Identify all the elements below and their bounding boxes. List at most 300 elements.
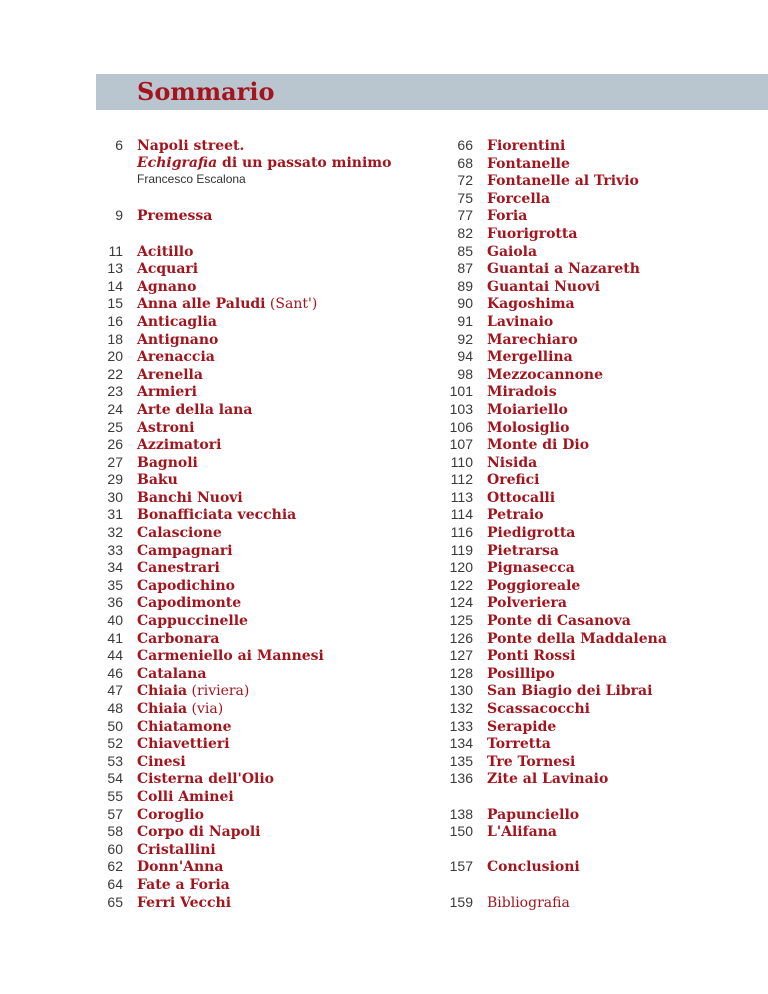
toc-entry[interactable] [426, 454, 756, 472]
page-number: 60 [107, 840, 123, 857]
page-number: 130 [449, 682, 473, 699]
entry-title [487, 771, 608, 787]
entry-title [487, 173, 639, 189]
entry-title [487, 701, 590, 717]
page-number: 126 [449, 629, 473, 646]
page-number: 44 [107, 647, 123, 664]
entry-title-text: Ottocalli [487, 489, 556, 506]
toc-entry[interactable] [76, 383, 406, 401]
toc-entry[interactable] [426, 718, 756, 736]
page-number: 103 [449, 400, 473, 417]
entry-title-text: Ponte di Casanova [487, 613, 631, 630]
entry-title [137, 789, 234, 805]
page-number: 30 [107, 488, 123, 505]
toc-left-list [76, 243, 406, 912]
toc-entry[interactable] [426, 594, 756, 612]
page-number: 82 [457, 224, 473, 241]
page-number: 159 [449, 893, 473, 910]
entry-title [487, 578, 580, 594]
page-number: 11 [108, 242, 123, 259]
toc-entry[interactable] [76, 665, 406, 683]
entry-title [137, 666, 206, 682]
page-number: 58 [107, 823, 123, 840]
toc-entry[interactable] [76, 559, 406, 577]
entry-title-text: Ferri Vecchi [137, 894, 232, 911]
entry-title [137, 578, 235, 594]
toc-entry[interactable] [426, 331, 756, 349]
page-number: 92 [457, 330, 473, 347]
entry-title [487, 226, 577, 242]
toc-entry[interactable] [426, 348, 756, 366]
toc-entry[interactable] [426, 383, 756, 401]
toc-entry-subtitle[interactable] [76, 155, 406, 173]
page-number: 128 [449, 664, 473, 681]
entry-title [137, 402, 252, 418]
entry-title-text: Gaiola [487, 243, 538, 260]
toc-entry[interactable] [426, 806, 756, 824]
entry-title [487, 525, 575, 541]
entry-title [487, 332, 578, 348]
page-number: 85 [457, 242, 473, 259]
entry-title-text: Coroglio [137, 806, 204, 823]
toc-entry[interactable] [76, 858, 406, 876]
entry-title [137, 736, 230, 752]
toc-entry[interactable] [76, 700, 406, 718]
page-number: 31 [107, 506, 123, 523]
entry-title-text: Arenaccia [137, 349, 215, 366]
entry-title [137, 261, 198, 277]
page-number: 41 [107, 629, 123, 646]
entry-title: Bibliografia [487, 894, 570, 911]
entry-title [487, 666, 555, 682]
toc-entry[interactable] [76, 366, 406, 384]
entry-title-text: Chiaia [137, 683, 188, 700]
toc-entry[interactable] [426, 823, 756, 841]
toc-entry[interactable] [426, 313, 756, 331]
entry-title [137, 895, 231, 911]
page-number: 110 [450, 453, 473, 470]
toc-entry[interactable] [426, 190, 756, 208]
entry-title [487, 824, 557, 840]
page-number: 138 [449, 805, 473, 822]
toc-entry[interactable] [76, 489, 406, 507]
entry-title [137, 384, 197, 400]
entry-title-text: Fuorigrotta [487, 225, 578, 242]
page-number: 90 [457, 295, 473, 312]
entry-title-text: Piedigrotta [487, 525, 576, 542]
entry-subtitle-rest: di un passato minimo [217, 154, 392, 171]
entry-title-text: Serapide [487, 718, 557, 735]
entry-title-text: Mezzocannone [487, 366, 604, 383]
entry-title [137, 683, 249, 699]
toc-entry[interactable] [426, 207, 756, 225]
toc-entry[interactable] [426, 155, 756, 173]
entry-title-text: Poggioreale [487, 577, 581, 594]
page-number: 9 [115, 207, 123, 224]
entry-title-text: Posillipo [487, 665, 555, 682]
entry-title [137, 648, 324, 664]
entry-title-text: Chiavettieri [137, 736, 230, 753]
page-number: 48 [107, 700, 123, 716]
entry-title [487, 455, 537, 471]
entry-title [487, 613, 631, 629]
entry-title-text: Molosiglio [487, 419, 570, 436]
entry-title: Premessa [137, 208, 213, 225]
toc-entry[interactable] [426, 436, 756, 454]
entry-title [487, 736, 551, 752]
page-number: 6 [115, 137, 123, 153]
entry-subtitle-italic: Echigrafia [137, 154, 218, 171]
entry-title-text: Foria [487, 208, 528, 225]
toc-entry[interactable] [76, 612, 406, 630]
page-number: 135 [449, 752, 473, 769]
entry-title-text: Mergellina [487, 349, 573, 366]
toc-entry[interactable] [426, 753, 756, 771]
page-number: 124 [449, 594, 473, 611]
entry-title [487, 754, 575, 770]
entry-title [487, 349, 573, 365]
page-number: 91 [457, 312, 473, 329]
toc-entry[interactable] [76, 682, 406, 700]
entry-title [487, 595, 567, 611]
page-number: 122 [449, 576, 473, 593]
entry-title-text: Canestrari [137, 560, 220, 577]
entry-title-text: Armieri [137, 384, 197, 401]
entry-title-text: Ponte della Maddalena [487, 630, 667, 647]
entry-title-text: Ponti Rossi [487, 648, 576, 665]
entry-title [487, 384, 557, 400]
page-number: 150 [449, 823, 473, 840]
entry-title-text: Papunciello [487, 806, 580, 823]
entry-title [487, 314, 553, 330]
entry-title [487, 490, 555, 506]
entry-subtitle [137, 155, 391, 171]
page-number: 24 [107, 400, 123, 417]
page-number: 25 [107, 418, 123, 435]
toc-entry[interactable] [426, 471, 756, 489]
page-number: 35 [107, 576, 123, 593]
toc-entry[interactable] [76, 577, 406, 595]
toc-entry[interactable] [76, 506, 406, 524]
spacer [76, 190, 406, 208]
entry-title-text: Banchi Nuovi [137, 489, 243, 506]
page-number: 36 [107, 594, 123, 611]
page-number: 64 [107, 875, 123, 892]
entry-title-text: Pignasecca [487, 560, 575, 577]
toc-entry[interactable] [426, 260, 756, 278]
page-number: 114 [450, 506, 473, 523]
entry-title [137, 437, 221, 453]
toc-entry[interactable] [76, 841, 406, 859]
entry-title-text: Anticaglia [137, 313, 217, 330]
entry-title [487, 191, 550, 207]
entry-title [487, 279, 600, 295]
toc-entry[interactable] [76, 348, 406, 366]
toc-entry-conclusion[interactable] [426, 858, 756, 876]
entry-title [487, 156, 570, 172]
entry-title-text: Nisida [487, 454, 538, 471]
toc-entry[interactable] [426, 612, 756, 630]
entry-title-text: Catalana [137, 665, 207, 682]
entry-title [137, 244, 193, 260]
page-number: 27 [107, 453, 123, 470]
entry-title-qualifier: (via) [187, 701, 224, 717]
page-number: 14 [107, 277, 123, 294]
page-number: 54 [107, 770, 123, 787]
page-number: 50 [107, 717, 123, 734]
entry-title [137, 824, 260, 840]
entry-title [137, 595, 241, 611]
entry-title [487, 420, 569, 436]
entry-title [137, 279, 196, 295]
entry-title [487, 472, 540, 488]
toc-entry[interactable] [76, 471, 406, 489]
entry-title-text: Fontanelle [487, 155, 570, 172]
entry-title-text: Campagnari [137, 542, 233, 559]
entry-title-text: Bonafficiata vecchia [137, 507, 297, 524]
entry-title [137, 807, 204, 823]
entry-title-text: Colli Aminei [137, 788, 234, 805]
toc-entry-author [76, 172, 406, 190]
entry-title-text: Acitillo [137, 243, 194, 260]
toc-entry[interactable] [76, 594, 406, 612]
entry-title [487, 296, 575, 312]
entry-title [137, 332, 218, 348]
toc-entry[interactable] [76, 137, 406, 155]
entry-title-qualifier: (riviera) [187, 683, 250, 700]
toc-entry[interactable] [76, 647, 406, 665]
entry-title-text: Baku [137, 472, 178, 489]
entry-title-text: Azzimatori [137, 437, 222, 454]
toc-entry[interactable] [76, 524, 406, 542]
toc-entry[interactable] [76, 876, 406, 894]
page-number: 112 [450, 471, 473, 488]
toc-entry[interactable] [426, 577, 756, 595]
entry-title [487, 507, 544, 523]
toc-entry[interactable] [426, 700, 756, 718]
entry-title [487, 244, 537, 260]
page-title: Sommario [137, 77, 275, 106]
entry-title-text: Monte di Dio [487, 437, 590, 454]
entry-title-text: Bagnoli [137, 454, 198, 471]
toc-entry[interactable] [76, 753, 406, 771]
entry-title-text: Moiariello [487, 401, 568, 418]
entry-title-text: Arte della lana [137, 401, 253, 418]
entry-title-text: Cisterna dell'Olio [137, 771, 275, 788]
entry-title [137, 349, 215, 365]
page-number: 66 [457, 137, 473, 153]
entry-title-text: Astroni [137, 419, 195, 436]
page-number: 72 [457, 172, 473, 189]
toc-entry[interactable] [76, 542, 406, 560]
entry-title [137, 701, 223, 717]
toc-entry[interactable] [426, 295, 756, 313]
spacer [76, 225, 406, 243]
entry-title-text: Carbonara [137, 630, 220, 647]
entry-title-text: Lavinaio [487, 313, 554, 330]
entry-title-text: Cinesi [137, 753, 186, 770]
page-number: 89 [457, 277, 473, 294]
entry-title-text: Tre Tornesi [487, 753, 576, 770]
toc-entry[interactable] [426, 137, 756, 155]
toc-entry[interactable] [426, 647, 756, 665]
page-number: 101 [449, 383, 473, 400]
toc-entry[interactable] [426, 419, 756, 437]
toc-entry[interactable] [76, 295, 406, 313]
entry-title [487, 631, 667, 647]
toc-entry[interactable] [426, 559, 756, 577]
page-number: 68 [457, 154, 473, 171]
toc-entry[interactable] [76, 278, 406, 296]
page-number: 116 [450, 524, 473, 541]
toc-entry[interactable] [426, 735, 756, 753]
entry-title-text: Marechiaro [487, 331, 578, 348]
page-number: 40 [107, 612, 123, 629]
entry-title [487, 543, 559, 559]
entry-author: Francesco Escalona [137, 172, 246, 187]
page-number: 52 [107, 735, 123, 752]
page-number: 107 [449, 436, 473, 453]
toc-entry-bibliography[interactable] [426, 894, 756, 912]
entry-title-text: Agnano [137, 278, 197, 295]
entry-title-text: Arenella [137, 366, 203, 383]
entry-title-text: Zite al Lavinaio [487, 771, 609, 788]
page-number: 87 [457, 260, 473, 277]
entry-title [487, 402, 568, 418]
page-number: 134 [449, 735, 473, 752]
entry-title [137, 560, 220, 576]
spacer [426, 841, 756, 859]
toc-entry[interactable] [76, 770, 406, 788]
toc-entry[interactable] [426, 366, 756, 384]
page-number: 15 [107, 295, 123, 312]
toc-entry[interactable] [426, 489, 756, 507]
toc-left-column [76, 137, 406, 911]
toc-entry[interactable] [426, 243, 756, 261]
entry-title [137, 507, 296, 523]
entry-title [487, 807, 579, 823]
toc-entry[interactable] [76, 454, 406, 472]
toc-entry[interactable] [426, 401, 756, 419]
entry-title [137, 420, 194, 436]
entry-title-text: Torretta [487, 736, 551, 753]
page-number: 75 [457, 189, 473, 206]
entry-title-text: Fate a Foria [137, 876, 230, 893]
toc-right-list [426, 137, 756, 788]
page-number: 22 [107, 365, 123, 382]
page-number: 34 [107, 559, 123, 576]
toc-entry[interactable] [76, 313, 406, 331]
entry-title-text: Forcella [487, 190, 551, 207]
toc-entry[interactable] [76, 718, 406, 736]
entry-title-text: Chiaia [137, 701, 188, 717]
page-number: 119 [450, 541, 473, 558]
toc-entry[interactable] [76, 207, 406, 225]
page-number: 157 [449, 858, 473, 875]
entry-title [137, 525, 222, 541]
toc-entry[interactable] [426, 225, 756, 243]
toc-entry[interactable] [426, 172, 756, 190]
toc-entry[interactable] [426, 524, 756, 542]
toc-entry[interactable] [76, 419, 406, 437]
entry-title-text: Cappuccinelle [137, 613, 248, 630]
entry-title [137, 859, 223, 875]
entry-title [137, 842, 216, 858]
entry-title-text: Pietrarsa [487, 542, 559, 559]
toc-entry[interactable] [76, 823, 406, 841]
entry-title-text: Cristallini [137, 841, 216, 858]
entry-title [137, 631, 219, 647]
entry-title-text: Capodimonte [137, 595, 242, 612]
entry-title [487, 719, 556, 735]
page-number: 120 [449, 559, 473, 576]
page-number: 77 [457, 207, 473, 224]
entry-title [137, 472, 178, 488]
entry-title-qualifier: (Sant') [265, 296, 318, 313]
entry-title-text: Antignano [137, 331, 219, 348]
entry-title: Conclusioni [487, 859, 580, 876]
entry-title [137, 719, 232, 735]
toc-entry[interactable] [426, 630, 756, 648]
entry-title-text: Calascione [137, 525, 222, 542]
entry-title [487, 437, 589, 453]
page-number: 46 [107, 664, 123, 681]
toc-entry[interactable] [426, 682, 756, 700]
page-number: 13 [107, 260, 123, 277]
toc-entry[interactable] [426, 665, 756, 683]
entry-title [487, 208, 527, 224]
entry-title-text: Carmeniello ai Mannesi [137, 648, 324, 665]
toc-entry[interactable] [426, 278, 756, 296]
toc-entry[interactable] [76, 735, 406, 753]
toc-entry[interactable] [76, 436, 406, 454]
page-number: 94 [457, 348, 473, 365]
toc-entry[interactable] [76, 260, 406, 278]
toc-entry[interactable] [426, 770, 756, 788]
toc-entry[interactable] [76, 630, 406, 648]
page-number: 98 [457, 365, 473, 382]
page-number: 132 [449, 700, 473, 716]
page-number: 127 [449, 647, 473, 664]
toc-entry[interactable] [76, 788, 406, 806]
toc-entry[interactable] [426, 542, 756, 560]
toc-entry[interactable] [76, 401, 406, 419]
entry-title-text: Kagoshima [487, 296, 575, 313]
page-number: 136 [449, 770, 473, 787]
entry-title-text: Miradois [487, 384, 557, 401]
toc-entry[interactable] [76, 243, 406, 261]
entry-title-text: Guantai Nuovi [487, 278, 600, 295]
entry-title [137, 367, 203, 383]
page-number: 55 [107, 787, 123, 804]
page-number: 57 [107, 805, 123, 822]
spacer [426, 788, 756, 806]
entry-title-text: Chiatamone [137, 718, 232, 735]
entry-title: Napoli street. [137, 138, 245, 154]
entry-title-text: Scassacocchi [487, 701, 590, 717]
entry-title [137, 613, 248, 629]
entry-title [487, 261, 640, 277]
toc-entry[interactable] [76, 894, 406, 912]
page-number: 47 [107, 682, 123, 699]
entry-title [137, 314, 217, 330]
toc-entry[interactable] [426, 506, 756, 524]
page-number: 23 [107, 383, 123, 400]
toc-entry[interactable] [76, 806, 406, 824]
entry-title [487, 367, 603, 383]
toc-entry[interactable] [76, 331, 406, 349]
page-number: 32 [107, 524, 123, 541]
